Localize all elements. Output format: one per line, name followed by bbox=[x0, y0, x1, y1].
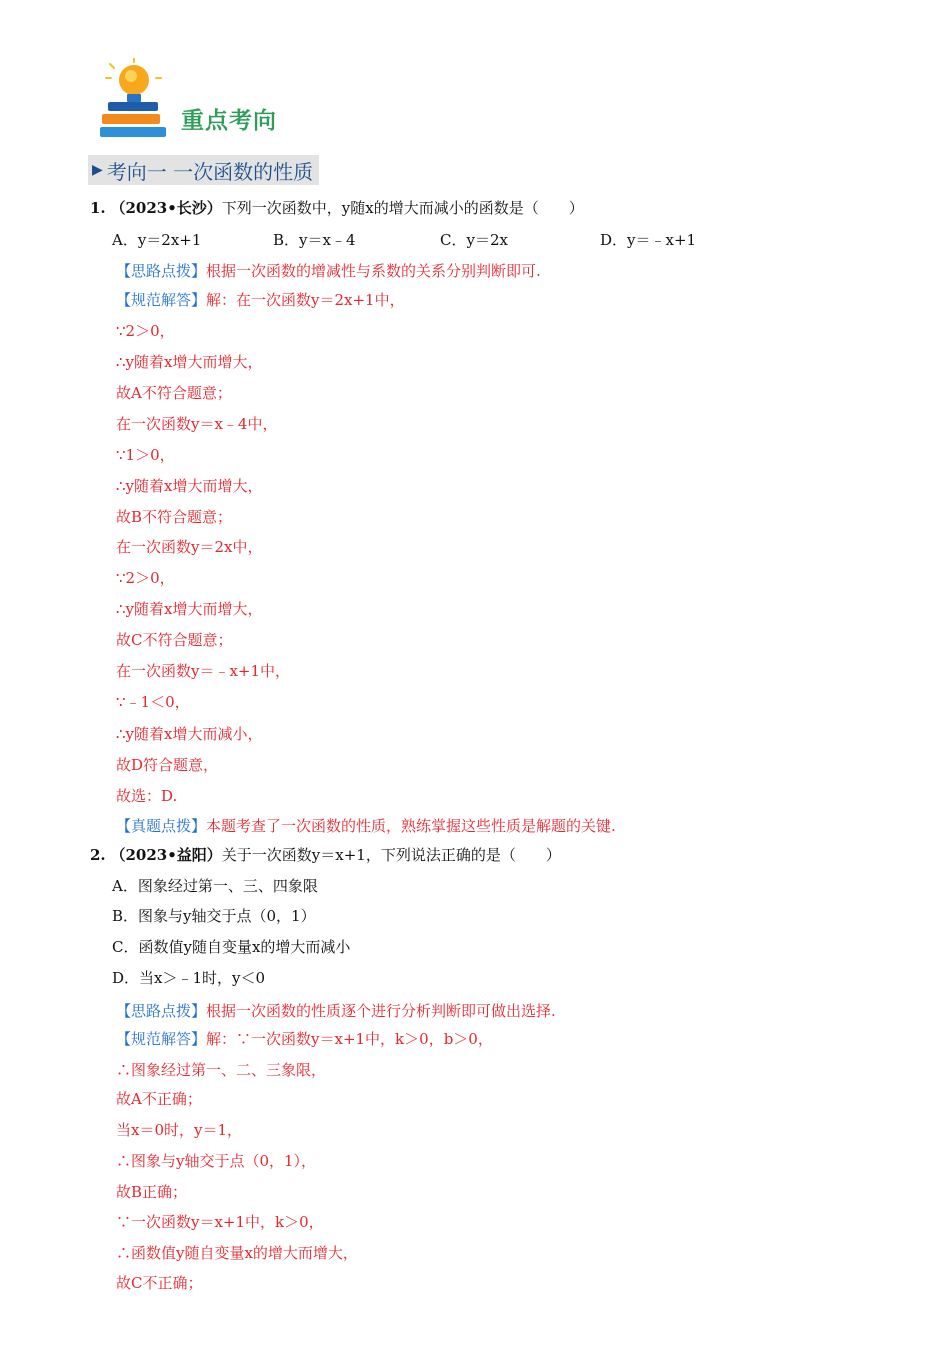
q1-solution-first: 解：在一次函数y＝2x+1中， bbox=[206, 291, 405, 309]
q1-option-c: C．y＝2x bbox=[440, 231, 508, 249]
q1-solution-line: 故选：D. bbox=[116, 787, 178, 805]
q2-hint-text: 根据一次函数的性质逐个进行分析判断即可做出选择. bbox=[206, 1002, 556, 1020]
q1-solution-line: 故D符合题意， bbox=[116, 756, 219, 774]
q1-hint bbox=[116, 261, 541, 281]
q1-option-b: B．y＝x﹣4 bbox=[273, 231, 356, 249]
section-title: 考向一 一次函数的性质 bbox=[106, 159, 314, 184]
q1-option-a: A．y＝2x+1 bbox=[112, 231, 202, 249]
q2-option-a: A．图象经过第一、三、四象限 bbox=[112, 877, 318, 895]
q1-solution-line: 故C不符合题意； bbox=[116, 631, 233, 649]
q1-number: 1. bbox=[90, 199, 106, 217]
q2-hint-tag: 【思路点拨】 bbox=[116, 1002, 207, 1020]
q2-stem: 关于一次函数y＝x+1，下列说法正确的是（ ） bbox=[221, 846, 561, 864]
triangle-icon: ▶ bbox=[92, 162, 103, 178]
q2-option-b: B．图象与y轴交于点（0，1） bbox=[112, 907, 316, 925]
q2-solution-line: ∴函数值y随自变量x的增大而增大， bbox=[116, 1244, 358, 1262]
logo-title: 重点考向 bbox=[181, 108, 277, 134]
q2-solution-line: ∴图象与y轴交于点（0，1）， bbox=[116, 1152, 317, 1170]
q2-solution-line: ∵一次函数y＝x+1中，k＞0， bbox=[116, 1213, 324, 1231]
q1-solution-line: 在一次函数y＝x﹣4中， bbox=[116, 415, 278, 433]
q1-solution-line: ∴y随着x增大而增大， bbox=[116, 477, 263, 495]
lightbulb-books-logo bbox=[98, 58, 170, 140]
q1-solution-line: ∵1＞0， bbox=[116, 446, 175, 464]
section-heading bbox=[88, 155, 319, 185]
question-1 bbox=[90, 198, 584, 218]
q1-source: （2023•长沙） bbox=[110, 199, 222, 217]
q1-solution-line: ∴y随着x增大而增大， bbox=[116, 353, 263, 371]
q1-note-text: 本题考查了一次函数的性质，熟练掌握这些性质是解题的关键. bbox=[206, 817, 616, 835]
q2-solution-line: ∴图象经过第一、二、三象限， bbox=[116, 1061, 327, 1079]
q2-solution-line: 当x＝0时，y＝1， bbox=[116, 1121, 243, 1139]
q1-stem: 下列一次函数中，y随x的增大而减小的函数是（ ） bbox=[221, 199, 584, 217]
q2-number: 2. bbox=[90, 846, 106, 864]
q1-solution-line: ∵2＞0， bbox=[116, 322, 175, 340]
q1-solution-line: 故B不符合题意； bbox=[116, 508, 233, 526]
q2-hint bbox=[116, 1001, 556, 1021]
q1-solution-line: 在一次函数y＝2x中， bbox=[116, 538, 263, 556]
q1-solution-line: ∵﹣1＜0， bbox=[116, 693, 190, 711]
q1-note bbox=[116, 816, 616, 836]
q2-option-d: D．当x＞﹣1时，y＜0 bbox=[112, 969, 266, 987]
q1-hint-text: 根据一次函数的增减性与系数的关系分别判断即可. bbox=[206, 262, 541, 280]
q2-solution-line: 故A不正确； bbox=[116, 1090, 202, 1108]
q1-solution-line: ∴y随着x增大而增大， bbox=[116, 600, 263, 618]
q1-solution-line: ∴y随着x增大而减小， bbox=[116, 725, 263, 743]
q2-source: （2023•益阳） bbox=[110, 846, 222, 864]
q2-option-c: C．函数值y随自变量x的增大而减小 bbox=[112, 938, 351, 956]
q2-solution-head bbox=[116, 1029, 493, 1049]
q1-option-d: D．y＝﹣x+1 bbox=[600, 231, 697, 249]
q1-hint-tag: 【思路点拨】 bbox=[116, 262, 207, 280]
q1-solution-line: ∵2＞0， bbox=[116, 569, 175, 587]
q2-solution-line: 故C不正确； bbox=[116, 1274, 203, 1292]
q1-solution-line: 在一次函数y＝﹣x+1中， bbox=[116, 662, 291, 680]
q2-solution-tag: 【规范解答】 bbox=[116, 1030, 207, 1048]
q1-solution-tag: 【规范解答】 bbox=[116, 291, 207, 309]
question-2 bbox=[90, 845, 561, 865]
q2-solution-first: 解：∵一次函数y＝x+1中，k＞0，b＞0， bbox=[206, 1030, 493, 1048]
q1-note-tag: 【真题点拨】 bbox=[116, 817, 207, 835]
q2-solution-line: 故B正确； bbox=[116, 1183, 188, 1201]
q1-solution-head bbox=[116, 290, 405, 310]
q1-solution-line: 故A不符合题意； bbox=[116, 384, 232, 402]
